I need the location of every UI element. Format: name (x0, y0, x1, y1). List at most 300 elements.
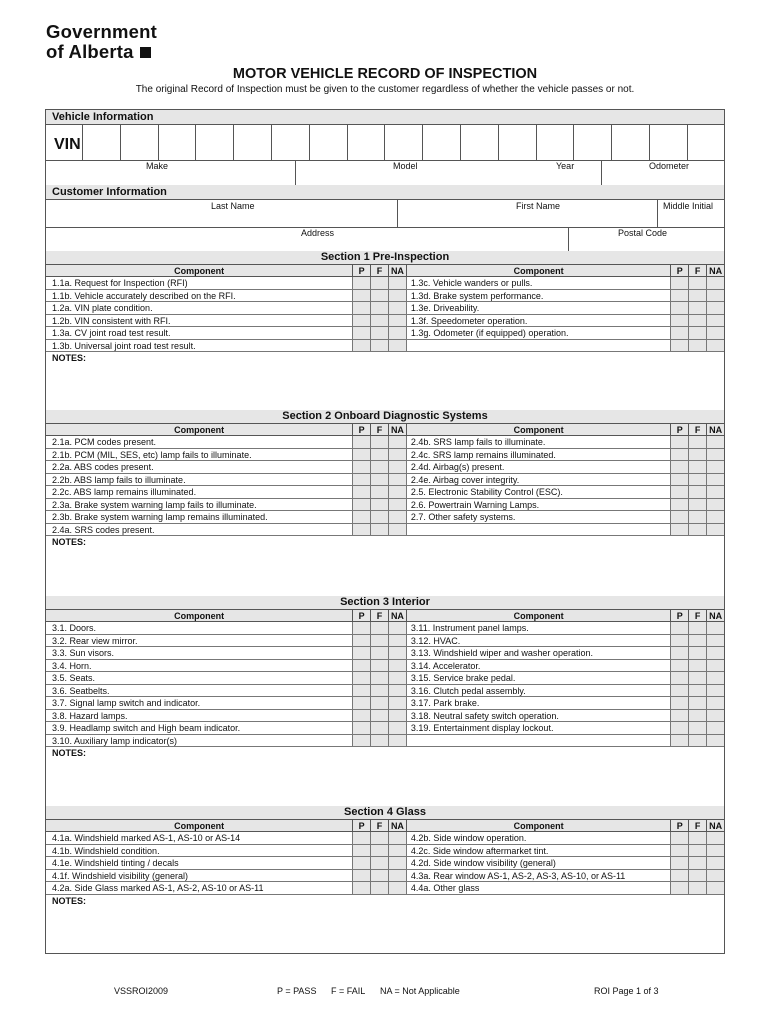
pass-checkbox[interactable] (670, 672, 688, 684)
pass-checkbox[interactable] (352, 290, 370, 302)
pass-checkbox[interactable] (670, 697, 688, 709)
na-checkbox[interactable] (388, 857, 406, 869)
legend-na: NA = Not Applicable (380, 986, 460, 996)
fail-checkbox[interactable] (688, 857, 706, 869)
fail-checkbox[interactable] (370, 882, 388, 894)
fail-checkbox[interactable] (370, 524, 388, 536)
table-row (46, 499, 724, 512)
na-checkbox[interactable] (706, 340, 724, 352)
table-row (46, 474, 724, 487)
na-checkbox[interactable] (388, 685, 406, 697)
fail-checkbox[interactable] (370, 710, 388, 722)
component-item: 3.11. Instrument panel lamps. (406, 622, 670, 634)
na-checkbox[interactable] (388, 710, 406, 722)
fail-checkbox[interactable] (688, 449, 706, 461)
fail-checkbox[interactable] (688, 832, 706, 844)
na-checkbox[interactable] (388, 315, 406, 327)
component-item: 2.7. Other safety systems. (406, 511, 670, 523)
pass-checkbox[interactable] (352, 845, 370, 857)
fail-checkbox[interactable] (688, 524, 706, 536)
na-checkbox[interactable] (388, 660, 406, 672)
component-item: 3.18. Neutral safety switch operation. (406, 710, 670, 722)
component-item: 3.14. Accelerator. (406, 660, 670, 672)
na-checkbox[interactable] (388, 647, 406, 659)
component-item (406, 735, 670, 747)
na-checkbox[interactable] (706, 710, 724, 722)
component-item: 1.3d. Brake system performance. (406, 290, 670, 302)
fail-checkbox[interactable] (688, 710, 706, 722)
component-item: 2.1a. PCM codes present. (52, 437, 157, 447)
fail-checkbox[interactable] (370, 474, 388, 486)
fail-checkbox[interactable] (370, 845, 388, 857)
na-checkbox[interactable] (706, 449, 724, 461)
na-checkbox[interactable] (706, 511, 724, 523)
pass-checkbox[interactable] (352, 315, 370, 327)
table-row (46, 315, 724, 328)
na-header: NA (706, 820, 724, 831)
pass-header: P (670, 610, 688, 621)
na-checkbox[interactable] (388, 474, 406, 486)
table-row (46, 461, 724, 474)
address-label: Address (301, 228, 335, 238)
pass-checkbox[interactable] (352, 685, 370, 697)
pass-checkbox[interactable] (670, 461, 688, 473)
make-field[interactable] (46, 172, 295, 185)
vin-char-box[interactable] (422, 124, 460, 160)
pass-checkbox[interactable] (352, 524, 370, 536)
component-item: 4.1b. Windshield condition. (52, 845, 160, 856)
legend-pass: P = PASS (277, 986, 317, 996)
na-checkbox[interactable] (706, 660, 724, 672)
customer-info-heading: Customer Information (46, 185, 724, 200)
fail-header: F (688, 820, 706, 831)
form-code: VSSROI2009 (114, 986, 169, 996)
fail-checkbox[interactable] (370, 635, 388, 647)
pass-checkbox[interactable] (352, 622, 370, 634)
na-header: NA (388, 610, 406, 621)
first-name-field[interactable] (398, 212, 657, 227)
na-checkbox[interactable] (706, 697, 724, 709)
fail-checkbox[interactable] (370, 672, 388, 684)
na-checkbox[interactable] (388, 327, 406, 339)
fail-checkbox[interactable] (688, 672, 706, 684)
pass-checkbox[interactable] (352, 697, 370, 709)
pass-checkbox[interactable] (352, 474, 370, 486)
na-checkbox[interactable] (388, 845, 406, 857)
fail-checkbox[interactable] (370, 302, 388, 314)
fail-checkbox[interactable] (688, 277, 706, 289)
fail-checkbox[interactable] (688, 660, 706, 672)
na-checkbox[interactable] (388, 672, 406, 684)
na-checkbox[interactable] (388, 870, 406, 882)
table-row (46, 685, 724, 698)
pass-checkbox[interactable] (670, 635, 688, 647)
fail-checkbox[interactable] (370, 511, 388, 523)
component-header: Component (174, 821, 225, 831)
pass-checkbox[interactable] (352, 302, 370, 314)
pass-checkbox[interactable] (352, 710, 370, 722)
fail-checkbox[interactable] (688, 474, 706, 486)
pass-checkbox[interactable] (352, 327, 370, 339)
component-item: 2.4b. SRS lamp fails to illuminate. (406, 436, 670, 448)
na-checkbox[interactable] (388, 832, 406, 844)
fail-checkbox[interactable] (688, 486, 706, 498)
pass-checkbox[interactable] (352, 647, 370, 659)
na-checkbox[interactable] (388, 722, 406, 734)
pass-checkbox[interactable] (352, 461, 370, 473)
table-row (46, 290, 724, 303)
na-checkbox[interactable] (388, 461, 406, 473)
pass-checkbox[interactable] (352, 486, 370, 498)
table-row (46, 622, 724, 635)
na-checkbox[interactable] (388, 302, 406, 314)
na-header: NA (706, 265, 724, 276)
fail-checkbox[interactable] (370, 449, 388, 461)
pass-checkbox[interactable] (670, 449, 688, 461)
pass-checkbox[interactable] (352, 672, 370, 684)
odometer-field[interactable] (602, 172, 726, 185)
na-header: NA (388, 265, 406, 276)
fail-checkbox[interactable] (370, 486, 388, 498)
address-field[interactable] (46, 239, 568, 251)
fail-checkbox[interactable] (688, 290, 706, 302)
notes-area[interactable] (46, 895, 724, 950)
component-item: 2.4a. SRS codes present. (52, 524, 155, 535)
pass-checkbox[interactable] (352, 735, 370, 747)
na-checkbox[interactable] (706, 870, 724, 882)
component-item: 3.13. Windshield wiper and washer operation. (406, 647, 670, 659)
na-header: NA (706, 424, 724, 435)
pass-checkbox[interactable] (670, 857, 688, 869)
fail-checkbox[interactable] (370, 340, 388, 352)
na-checkbox[interactable] (388, 436, 406, 448)
vin-char-box[interactable] (687, 124, 725, 160)
component-item: 1.3b. Universal joint road test result. (52, 340, 196, 351)
fail-checkbox[interactable] (370, 647, 388, 659)
fail-checkbox[interactable] (688, 302, 706, 314)
pass-checkbox[interactable] (352, 870, 370, 882)
na-header: NA (388, 424, 406, 435)
first-name-label: First Name (516, 201, 561, 211)
vin-char-box[interactable] (195, 124, 233, 160)
vin-char-box[interactable] (271, 124, 309, 160)
component-header: Component (406, 820, 670, 831)
pass-checkbox[interactable] (352, 449, 370, 461)
table-row (46, 436, 724, 449)
na-checkbox[interactable] (706, 474, 724, 486)
na-checkbox[interactable] (388, 511, 406, 523)
na-checkbox[interactable] (706, 845, 724, 857)
table-row (46, 870, 724, 883)
notes-area[interactable] (46, 747, 724, 792)
table-header-row (46, 424, 724, 436)
pass-checkbox[interactable] (670, 315, 688, 327)
vin-char-box[interactable] (158, 124, 196, 160)
table-row (46, 511, 724, 524)
pass-checkbox[interactable] (670, 870, 688, 882)
table-row (46, 327, 724, 340)
fail-checkbox[interactable] (370, 327, 388, 339)
vin-char-box[interactable] (309, 124, 347, 160)
inspection-table (46, 265, 724, 400)
na-checkbox[interactable] (388, 524, 406, 536)
na-checkbox[interactable] (706, 499, 724, 511)
fail-header: F (370, 424, 388, 435)
pass-checkbox[interactable] (670, 302, 688, 314)
component-item: 1.2a. VIN plate condition. (52, 303, 153, 313)
pass-checkbox[interactable] (670, 499, 688, 511)
component-item (406, 340, 670, 352)
na-checkbox[interactable] (388, 735, 406, 747)
table-row (46, 735, 724, 748)
fail-checkbox[interactable] (370, 722, 388, 734)
pass-checkbox[interactable] (670, 524, 688, 536)
pass-checkbox[interactable] (670, 436, 688, 448)
na-checkbox[interactable] (388, 340, 406, 352)
fail-checkbox[interactable] (688, 870, 706, 882)
component-item: 2.3b. Brake system warning lamp remains illuminated. (52, 512, 268, 522)
odometer-label: Odometer (649, 161, 690, 171)
fail-checkbox[interactable] (688, 735, 706, 747)
table-row (46, 524, 724, 537)
fail-checkbox[interactable] (370, 697, 388, 709)
pass-checkbox[interactable] (670, 277, 688, 289)
vin-char-box[interactable] (233, 124, 271, 160)
notes-area[interactable] (46, 536, 724, 584)
fail-checkbox[interactable] (370, 499, 388, 511)
na-checkbox[interactable] (706, 277, 724, 289)
component-item: 3.6. Seatbelts. (52, 685, 110, 696)
pass-header: P (670, 265, 688, 276)
na-checkbox[interactable] (706, 461, 724, 473)
fail-checkbox[interactable] (370, 735, 388, 747)
fail-checkbox[interactable] (688, 499, 706, 511)
table-row (46, 832, 724, 845)
pass-checkbox[interactable] (352, 882, 370, 894)
pass-checkbox[interactable] (352, 511, 370, 523)
component-item: 1.3c. Vehicle wanders or pulls. (406, 277, 670, 289)
pass-checkbox[interactable] (670, 735, 688, 747)
fail-checkbox[interactable] (370, 832, 388, 844)
pass-checkbox[interactable] (670, 622, 688, 634)
fail-checkbox[interactable] (370, 870, 388, 882)
page-number: ROI Page 1 of 3 (594, 986, 659, 996)
pass-checkbox[interactable] (670, 290, 688, 302)
pass-checkbox[interactable] (670, 511, 688, 523)
pass-checkbox[interactable] (670, 722, 688, 734)
na-checkbox[interactable] (706, 882, 724, 894)
table-header-row (46, 265, 724, 277)
component-item: 1.3e. Driveability. (406, 302, 670, 314)
component-item: 2.1b. PCM (MIL, SES, etc) lamp fails to illuminate. (52, 449, 252, 460)
pass-checkbox[interactable] (352, 857, 370, 869)
vin-char-box[interactable] (536, 124, 574, 160)
fail-checkbox[interactable] (688, 315, 706, 327)
last-name-field[interactable] (46, 212, 397, 227)
na-checkbox[interactable] (706, 735, 724, 747)
table-row (46, 449, 724, 462)
fail-checkbox[interactable] (370, 685, 388, 697)
pass-checkbox[interactable] (670, 882, 688, 894)
fail-checkbox[interactable] (370, 315, 388, 327)
pass-checkbox[interactable] (352, 340, 370, 352)
fail-checkbox[interactable] (688, 647, 706, 659)
fail-checkbox[interactable] (688, 622, 706, 634)
fail-checkbox[interactable] (370, 622, 388, 634)
na-checkbox[interactable] (706, 647, 724, 659)
na-checkbox[interactable] (706, 685, 724, 697)
fail-checkbox[interactable] (688, 511, 706, 523)
fail-checkbox[interactable] (688, 882, 706, 894)
fail-checkbox[interactable] (688, 340, 706, 352)
na-checkbox[interactable] (388, 449, 406, 461)
na-checkbox[interactable] (388, 486, 406, 498)
component-header: Component (406, 610, 670, 621)
page-subtitle: The original Record of Inspection must be given to the customer regardless of whether the vehicle passes or not. (135, 84, 635, 95)
na-checkbox[interactable] (706, 635, 724, 647)
component-item: 3.7. Signal lamp switch and indicator. (52, 698, 201, 708)
component-header: Component (406, 265, 670, 276)
pass-checkbox[interactable] (670, 710, 688, 722)
component-item: 3.8. Hazard lamps. (52, 710, 128, 721)
na-checkbox[interactable] (706, 672, 724, 684)
na-header: NA (706, 610, 724, 621)
na-checkbox[interactable] (706, 290, 724, 302)
component-item: 4.2b. Side window operation. (406, 832, 670, 844)
na-checkbox[interactable] (706, 436, 724, 448)
fail-checkbox[interactable] (370, 277, 388, 289)
component-item: 1.3a. CV joint road test result. (52, 328, 171, 338)
na-checkbox[interactable] (706, 622, 724, 634)
vin-input-boxes[interactable] (82, 124, 725, 160)
pass-checkbox[interactable] (670, 845, 688, 857)
fail-checkbox[interactable] (688, 697, 706, 709)
pass-checkbox[interactable] (670, 486, 688, 498)
vin-char-box[interactable] (384, 124, 422, 160)
vin-char-box[interactable] (460, 124, 498, 160)
component-item: 1.1b. Vehicle accurately described on the RFI. (52, 290, 236, 301)
fail-checkbox[interactable] (688, 461, 706, 473)
fail-header: F (370, 820, 388, 831)
fail-checkbox[interactable] (370, 436, 388, 448)
vin-char-box[interactable] (82, 124, 120, 160)
component-header: Component (406, 424, 670, 435)
model-label: Model (393, 161, 418, 171)
pass-checkbox[interactable] (670, 340, 688, 352)
model-field[interactable] (296, 172, 601, 185)
vin-char-box[interactable] (649, 124, 687, 160)
fail-checkbox[interactable] (370, 660, 388, 672)
pass-checkbox[interactable] (670, 832, 688, 844)
component-item: 1.3f. Speedometer operation. (406, 315, 670, 327)
na-checkbox[interactable] (388, 697, 406, 709)
component-item: 4.2c. Side window aftermarket tint. (406, 845, 670, 857)
pass-checkbox[interactable] (352, 436, 370, 448)
inspection-table (46, 610, 724, 792)
pass-checkbox[interactable] (352, 660, 370, 672)
fail-checkbox[interactable] (370, 857, 388, 869)
fail-checkbox[interactable] (688, 635, 706, 647)
vin-char-box[interactable] (120, 124, 158, 160)
fail-checkbox[interactable] (688, 845, 706, 857)
na-checkbox[interactable] (706, 832, 724, 844)
postal-code-field[interactable] (569, 239, 726, 251)
pass-checkbox[interactable] (352, 832, 370, 844)
fail-checkbox[interactable] (688, 327, 706, 339)
vin-char-box[interactable] (573, 124, 611, 160)
logo-line-2: of Alberta (46, 41, 134, 62)
component-item: 2.2a. ABS codes present. (52, 462, 154, 472)
na-checkbox[interactable] (388, 882, 406, 894)
logo-line-1: Government (46, 21, 157, 42)
middle-initial-field[interactable] (658, 212, 726, 227)
vin-char-box[interactable] (498, 124, 536, 160)
pass-checkbox[interactable] (352, 499, 370, 511)
fail-checkbox[interactable] (688, 722, 706, 734)
fail-checkbox[interactable] (370, 290, 388, 302)
vin-label: VIN (54, 136, 81, 153)
table-row (46, 857, 724, 870)
na-checkbox[interactable] (706, 327, 724, 339)
table-row (46, 660, 724, 673)
na-checkbox[interactable] (388, 277, 406, 289)
na-checkbox[interactable] (388, 499, 406, 511)
table-row (46, 882, 724, 895)
postal-code-label: Postal Code (618, 228, 668, 238)
na-checkbox[interactable] (706, 857, 724, 869)
na-checkbox[interactable] (706, 722, 724, 734)
fail-checkbox[interactable] (688, 685, 706, 697)
pass-checkbox[interactable] (670, 474, 688, 486)
na-checkbox[interactable] (706, 302, 724, 314)
component-header: Component (174, 611, 225, 621)
page-title: MOTOR VEHICLE RECORD OF INSPECTION (232, 66, 538, 82)
pass-checkbox[interactable] (352, 277, 370, 289)
fail-checkbox[interactable] (688, 436, 706, 448)
pass-checkbox[interactable] (670, 660, 688, 672)
vin-char-box[interactable] (611, 124, 649, 160)
na-checkbox[interactable] (706, 315, 724, 327)
component-item: 2.5. Electronic Stability Control (ESC). (406, 486, 670, 498)
component-item: 2.4e. Airbag cover integrity. (406, 474, 670, 486)
component-item: 3.16. Clutch pedal assembly. (406, 685, 670, 697)
pass-checkbox[interactable] (670, 647, 688, 659)
component-item: 3.1. Doors. (52, 623, 97, 633)
component-item: 4.4a. Other glass (406, 882, 670, 894)
table-row (46, 647, 724, 660)
pass-checkbox[interactable] (352, 635, 370, 647)
na-checkbox[interactable] (388, 635, 406, 647)
na-checkbox[interactable] (388, 622, 406, 634)
component-item: 2.4c. SRS lamp remains illuminated. (406, 449, 670, 461)
table-row (46, 697, 724, 710)
pass-checkbox[interactable] (670, 327, 688, 339)
component-item: 3.4. Horn. (52, 660, 92, 671)
pass-checkbox[interactable] (670, 685, 688, 697)
na-checkbox[interactable] (706, 524, 724, 536)
na-checkbox[interactable] (388, 290, 406, 302)
notes-area[interactable] (46, 352, 724, 400)
fail-checkbox[interactable] (370, 461, 388, 473)
pass-checkbox[interactable] (352, 722, 370, 734)
component-item: 3.3. Sun visors. (52, 648, 115, 658)
component-item: 3.10. Auxiliary lamp indicator(s) (52, 735, 178, 746)
component-item: 4.1a. Windshield marked AS-1, AS-10 or AS-14 (52, 833, 241, 843)
na-checkbox[interactable] (706, 486, 724, 498)
pass-header: P (352, 820, 370, 831)
table-header-row (46, 610, 724, 622)
vin-char-box[interactable] (347, 124, 385, 160)
